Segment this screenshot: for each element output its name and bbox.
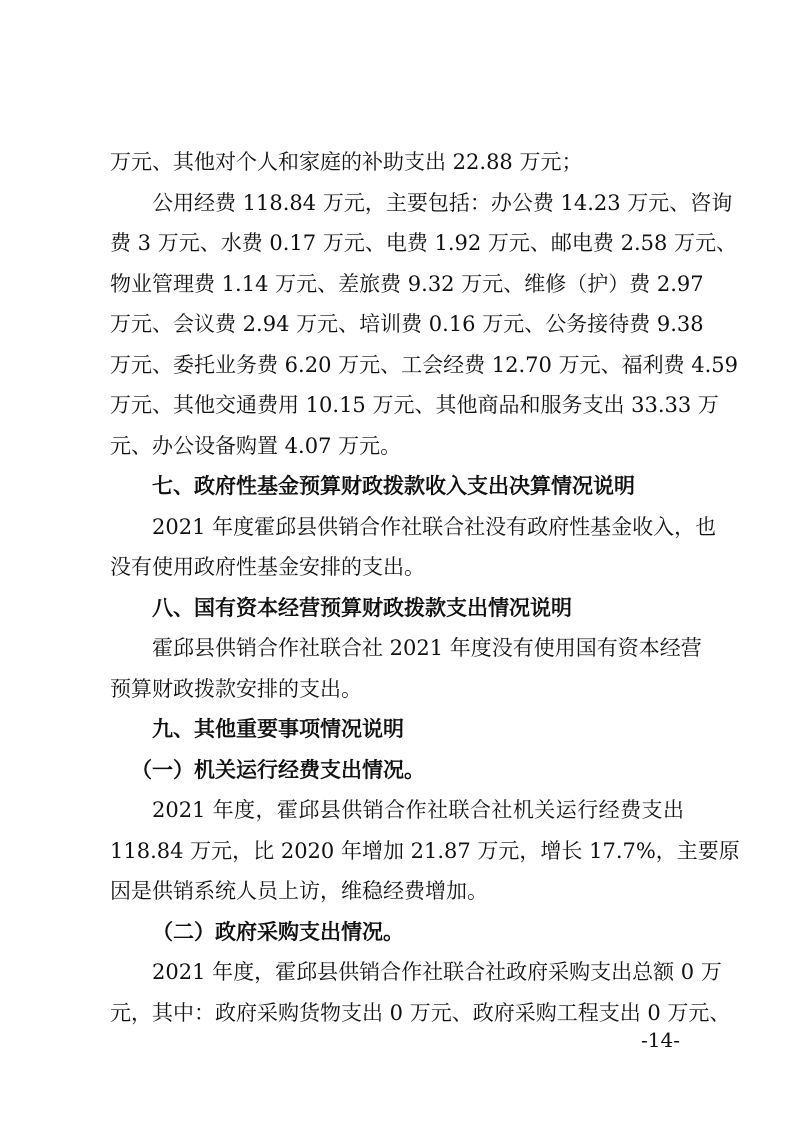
body-text-line (0, 876, 793, 906)
body-text-line (0, 350, 793, 380)
subsection-heading (0, 917, 793, 947)
text: 118.84 万元，比 2020 年增加 21.87 万元，增长 17.7%，主要原 (110, 839, 740, 863)
heading-text: 九、其他重要事项情况说明 (152, 717, 404, 741)
body-text-line (0, 390, 793, 420)
heading-text: 八、国有资本经营预算财政拨款支出情况说明 (152, 596, 572, 620)
text: 元、办公设备购置 4.07 万元。 (110, 434, 402, 458)
page-number: -14- (641, 1028, 680, 1052)
body-text-line (0, 512, 793, 542)
text: 万元、其他交通费用 10.15 万元、其他商品和服务支出 33.33 万 (110, 393, 719, 417)
text: 万元、会议费 2.94 万元、培训费 0.16 万元、公务接待费 9.38 (110, 312, 704, 336)
text: 霍邱县供销合作社联合社 2021 年度没有使用国有资本经营 (152, 636, 702, 660)
text: 万元、其他对个人和家庭的补助支出 22.88 万元； (110, 150, 583, 174)
text: 物业管理费 1.14 万元、差旅费 9.32 万元、维修（护）费 2.97 (110, 272, 704, 296)
text: 预算财政拨款安排的支出。 (110, 677, 362, 701)
body-text-line (0, 674, 793, 704)
text: 万元、委托业务费 6.20 万元、工会经费 12.70 万元、福利费 4.59 (110, 353, 739, 377)
body-text-line (0, 188, 793, 218)
text: 因是供销系统人员上访，维稳经费增加。 (110, 879, 488, 903)
body-text-line (0, 552, 793, 582)
text: 2021 年度，霍邱县供销合作社联合社政府采购支出总额 0 万 (152, 960, 722, 984)
body-text-line (0, 269, 793, 299)
section-heading (0, 714, 793, 744)
text: 公用经费 118.84 万元，主要包括：办公费 14.23 万元、咨询 (152, 191, 733, 215)
heading-text: （二）政府采购支出情况。 (152, 920, 404, 944)
text: 没有使用政府性基金安排的支出。 (110, 555, 425, 579)
text: 2021 年度霍邱县供销合作社联合社没有政府性基金收入，也 (152, 515, 717, 539)
body-text-line (0, 147, 793, 177)
body-text-line (0, 795, 793, 825)
body-text-line (0, 957, 793, 987)
body-text-line (0, 228, 793, 258)
section-heading (0, 471, 793, 501)
body-text-line (0, 431, 793, 461)
text: 元，其中：政府采购货物支出 0 万元、政府采购工程支出 0 万元、 (110, 1001, 731, 1025)
section-heading (0, 593, 793, 623)
text: 2021 年度，霍邱县供销合作社联合社机关运行经费支出 (152, 798, 684, 822)
body-text-line (0, 836, 793, 866)
heading-text: （一）机关运行经费支出情况。 (131, 758, 425, 782)
body-text-line (0, 998, 793, 1028)
heading-text: 七、政府性基金预算财政拨款收入支出决算情况说明 (152, 474, 635, 498)
body-text-line (0, 633, 793, 663)
body-text-line (0, 309, 793, 339)
subsection-heading (0, 755, 793, 785)
text: 费 3 万元、水费 0.17 万元、电费 1.92 万元、邮电费 2.58 万元、 (110, 231, 738, 255)
